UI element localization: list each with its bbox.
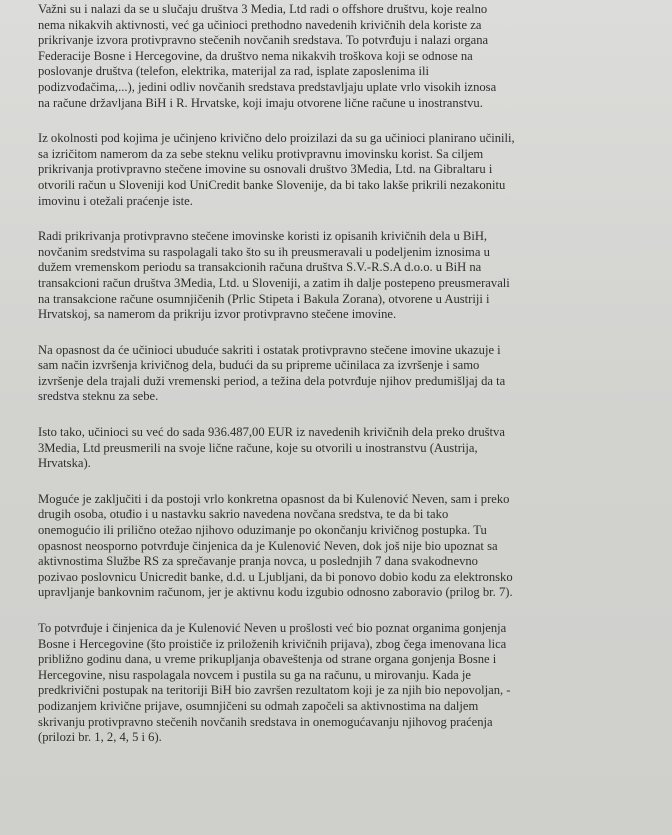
text-line: predkrivični postupak na teritoriji BiH bio završen rezultatom koji je za njih bio nepovoljan, - xyxy=(38,683,511,698)
text-line: poslovanje društva (telefon, elektrika, materijal za rad, isplate zaposlenima ili xyxy=(38,64,429,79)
text-line: dužem vremenskom periodu sa transakcionih računa društva S.V.-R.S.A d.o.o. u BiH na xyxy=(38,260,482,275)
paragraph-offshore-company xyxy=(38,2,644,111)
text-line: Hrvatskoj, sa namerom da prikriju izvor protivpravno stečene imovine. xyxy=(38,307,397,322)
text-line: sredstva steknu za sebe. xyxy=(38,389,159,404)
text-line: Važni su i nalazi da se u slučaju društva 3 Media, Ltd radi o offshore društvu, koje realno xyxy=(38,2,488,16)
text-line: sa izričitom namerom da za sebe steknu veliku protivpravnu imovinsku korist. Sa ciljem xyxy=(38,146,484,161)
text-line: 3Media, Ltd preusmerili na svoje lične račune, koje su otvorili u inostranstvu (Austrija, xyxy=(38,440,478,455)
paragraph-danger xyxy=(38,343,644,405)
text-line: transakcioni račun društva 3Media, Ltd. u Sloveniji, a zatim ih dalje postepeno preusmeravali xyxy=(38,275,510,290)
text-line: opasnost neosporno potvrđuje činjenica da je Kulenović Neven, dok još nije bio upoznat sa xyxy=(38,538,498,553)
text-line: nema nikakvih aktivnosti, već ga učinioci prethodno navedenih krivičnih dela koriste za xyxy=(38,17,482,32)
text-line: približno godinu dana, u vreme prikupljanja obaveštenja od strane organa gonjenja Bosne i xyxy=(38,652,497,667)
text-line: pozivao poslovnicu Unicredit banke, d.d. u Ljubljani, da bi ponovo dobio kodu za elektronsko xyxy=(38,569,513,584)
text-line: novčanim sredstvima su raspolagali tako što su ih preusmeravali u podeljenim iznosima u xyxy=(38,244,490,259)
text-line: skrivanju protivpravno stečenih novčanih sredstava in onemogućavanju njihovog praćenja xyxy=(38,714,493,729)
text-line: Iz okolnosti pod kojima je učinjeno krivično delo proizilazi da su ga učinioci planirano učinili, xyxy=(38,131,515,146)
text-line: podizvođačima,...), jedini odliv novčanih sredstava predstavljaju uplate vrlo visokih iznosa xyxy=(38,79,497,94)
text-line: Hrvatska). xyxy=(38,456,91,471)
text-line: Federacije Bosne i Hercegovine, da društvo nema nikakvih troškova koji se odnose na xyxy=(38,48,473,63)
paragraph-amount xyxy=(38,425,644,472)
text-line: Bosne i Hercegovine (što proističe iz priloženih krivičnih prijava), zbog čega imenovana lica xyxy=(38,636,507,651)
text-line: aktivnostima Službe RS za sprečavanje pranja novca, u poslednjih 7 dana svakodnevno xyxy=(38,554,478,569)
paragraph-prior-knowledge xyxy=(38,621,644,746)
text-line: Radi prikrivanja protivpravno stečene imovinske koristi iz opisanih krivičnih dela u BiH, xyxy=(38,229,488,244)
text-line: drugih osoba, otuđio i u nastavku sakrio navedena novčana sredstva, te da bi tako xyxy=(38,507,449,522)
paragraph-concealment xyxy=(38,229,644,323)
paragraph-kulenovic-risk xyxy=(38,492,644,601)
text-line: Moguće je zaključiti i da postoji vrlo konkretna opasnost da bi Kulenović Neven, sam i preko xyxy=(38,491,510,506)
text-line: onemogućio ili prilično otežao njihovo oduzimanje po okončanju krivičnog postupka. Tu xyxy=(38,523,487,538)
text-line: prikrivanje izvora protivpravno stečenih novčanih sredstava. To potvrđuju i nalazi organa xyxy=(38,33,489,48)
text-line: na transakcione račune osumnjičenih (Prlic Stipeta i Bakula Zorana), otvorene u Austriji i xyxy=(38,291,490,306)
text-line: sam način izvršenja krivičnog dela, budući da su pripreme učinilaca za izvršenje i samo xyxy=(38,358,480,373)
text-line: imovinu i otežali praćenje iste. xyxy=(38,193,193,208)
text-line: (prilozi br. 1, 2, 4, 5 i 6). xyxy=(38,730,162,745)
text-line: upravljanje bankovnim računom, jer je aktivnu kodu izgubio odnosno zaboravio (prilog br. 7). xyxy=(38,585,513,600)
text-line: podizanjem krivične prijave, osumnjičeni su odmah započeli sa aktivnostima na daljem xyxy=(38,698,479,713)
paragraph-intent xyxy=(38,131,644,209)
text-line: na račune državljana BiH i R. Hrvatske, koji imaju otvorene lične račune u inostranstvu. xyxy=(38,95,483,110)
text-line: prikrivanja protivpravno stečene imovine su osnovali društvo 3Media, Ltd. na Gibraltaru i xyxy=(38,162,493,177)
text-line: izvršenje dela trajali duži vremenski period, a težina dela potvrđuje njihov predumišljaj da ta xyxy=(38,373,506,388)
text-line: Isto tako, učinioci su već do sada 936.487,00 EUR iz navedenih krivičnih dela preko društva xyxy=(38,425,505,440)
text-line: To potvrđuje i činjenica da je Kulenović Neven u prošlosti već bio poznat organima gonjenja xyxy=(38,621,507,635)
text-line: Na opasnost da će učinioci ubuduće sakriti i ostatak protivpravno stečene imovine ukazuje i xyxy=(38,342,501,357)
text-line: Hercegovine, nisu raspolagala novcem i pustila su ga na računu, u mirovanju. Kada je xyxy=(38,667,471,682)
text-line: otvorili račun u Sloveniji kod UniCredit banke Slovenije, da bi tako lakše prikrili nezakonitu xyxy=(38,177,506,192)
